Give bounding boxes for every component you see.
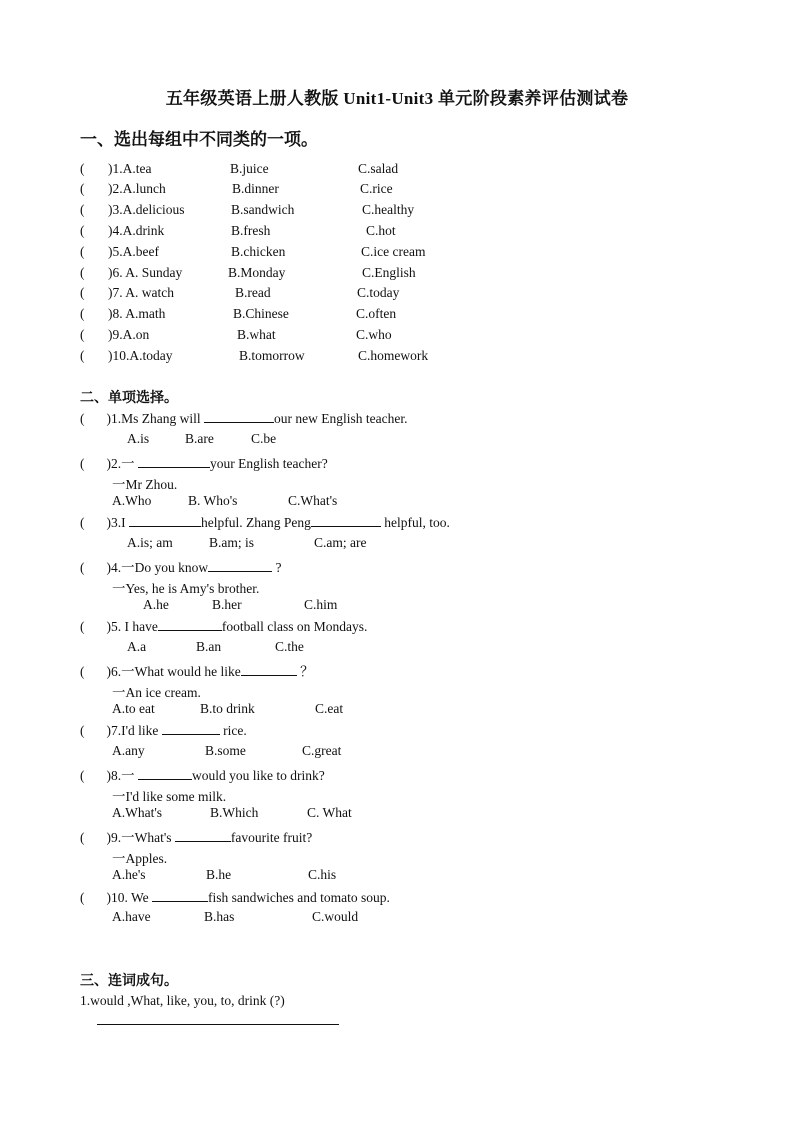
reply-9: 一Apples. bbox=[112, 851, 168, 866]
option-b: B.chicken bbox=[231, 244, 286, 259]
answer-paren: ( bbox=[80, 306, 85, 321]
option-b: B.dinner bbox=[232, 181, 279, 196]
reply-8: 一I'd like some milk. bbox=[112, 789, 227, 804]
reply-4: 一Yes, he is Amy's brother. bbox=[112, 581, 260, 596]
option-a: )2.A.lunch bbox=[108, 181, 166, 196]
answer-paren: ( bbox=[80, 285, 85, 300]
question-6: ( )6.一What would he like ？ bbox=[80, 664, 314, 679]
option-c: C.rice bbox=[360, 181, 393, 196]
answer-paren: ( bbox=[80, 265, 85, 280]
option-c: C.hot bbox=[366, 223, 396, 238]
question-1: ( )1.Ms Zhang will our new English teacher. bbox=[80, 411, 408, 426]
option-b: B.tomorrow bbox=[239, 348, 305, 363]
option-c: C.homework bbox=[358, 348, 429, 363]
option-c: C.today bbox=[357, 285, 400, 300]
option-b: B.what bbox=[237, 327, 276, 342]
answer-line[interactable] bbox=[97, 1024, 339, 1025]
question-10: ( )10. We fish sandwiches and tomato soup. bbox=[80, 890, 390, 905]
answer-paren: ( bbox=[80, 327, 85, 342]
answer-blank[interactable] bbox=[311, 514, 381, 527]
answer-blank[interactable] bbox=[241, 663, 297, 676]
option-c: C.healthy bbox=[362, 202, 415, 217]
answer-blank[interactable] bbox=[138, 455, 210, 468]
option-a: )10.A.today bbox=[108, 348, 173, 363]
answer-paren: ( bbox=[80, 348, 85, 363]
answer-blank[interactable] bbox=[208, 559, 272, 572]
page-title: 五年级英语上册人教版 Unit1-Unit3 单元阶段素养评估测试卷 bbox=[165, 89, 629, 108]
option-a: )4.A.drink bbox=[108, 223, 165, 238]
option-a: )5.A.beef bbox=[108, 244, 159, 259]
option-a: )3.A.delicious bbox=[108, 202, 185, 217]
option-b: B.Monday bbox=[228, 265, 286, 280]
option-b: B.juice bbox=[230, 161, 269, 176]
answer-blank[interactable] bbox=[204, 410, 274, 423]
answer-blank[interactable] bbox=[138, 767, 192, 780]
reorder-question-1: 1.would ,What, like, you, to, drink (?) bbox=[80, 993, 285, 1008]
option-a: )9.A.on bbox=[108, 327, 150, 342]
answer-blank[interactable] bbox=[158, 618, 222, 631]
option-c: C.who bbox=[356, 327, 392, 342]
reply-2: 一Mr Zhou. bbox=[112, 477, 178, 492]
question-8: ( )8.一 would you like to drink? bbox=[80, 768, 325, 783]
question-2: ( )2.一 your English teacher? bbox=[80, 456, 328, 471]
answer-paren: ( bbox=[80, 161, 85, 176]
question-9: ( )9.一What's favourite fruit? bbox=[80, 830, 313, 845]
question-4: ( )4.一Do you know ? bbox=[80, 560, 282, 575]
reply-6: 一An ice cream. bbox=[112, 685, 201, 700]
answer-blank[interactable] bbox=[175, 829, 231, 842]
option-b: B.Chinese bbox=[233, 306, 289, 321]
option-c: C.English bbox=[362, 265, 416, 280]
option-b: B.read bbox=[235, 285, 271, 300]
section3-heading: 三、连词成句。 bbox=[80, 974, 178, 989]
answer-paren: ( bbox=[80, 244, 85, 259]
question-7: ( )7.I'd like rice. bbox=[80, 723, 247, 738]
answer-paren: ( bbox=[80, 223, 85, 238]
section2-heading: 二、单项选择。 bbox=[80, 391, 178, 406]
option-c: C.salad bbox=[358, 161, 399, 176]
option-a: )8. A.math bbox=[108, 306, 166, 321]
question-5: ( )5. I have football class on Mondays. bbox=[80, 619, 368, 634]
answer-blank[interactable] bbox=[162, 722, 220, 735]
answer-blank[interactable] bbox=[129, 514, 201, 527]
option-b: B.fresh bbox=[231, 223, 271, 238]
option-c: C.often bbox=[356, 306, 397, 321]
option-a: )1.A.tea bbox=[108, 161, 152, 176]
answer-paren: ( bbox=[80, 181, 85, 196]
option-c: C.ice cream bbox=[361, 244, 426, 259]
option-a: )6. A. Sunday bbox=[108, 265, 183, 280]
section1-heading: 一、选出每组中不同类的一项。 bbox=[80, 130, 318, 149]
answer-blank[interactable] bbox=[152, 889, 208, 902]
option-a: )7. A. watch bbox=[108, 285, 174, 300]
question-3: ( )3.I helpful. Zhang Peng helpful, too. bbox=[80, 515, 450, 530]
option-b: B.sandwich bbox=[231, 202, 295, 217]
answer-paren: ( bbox=[80, 202, 85, 217]
